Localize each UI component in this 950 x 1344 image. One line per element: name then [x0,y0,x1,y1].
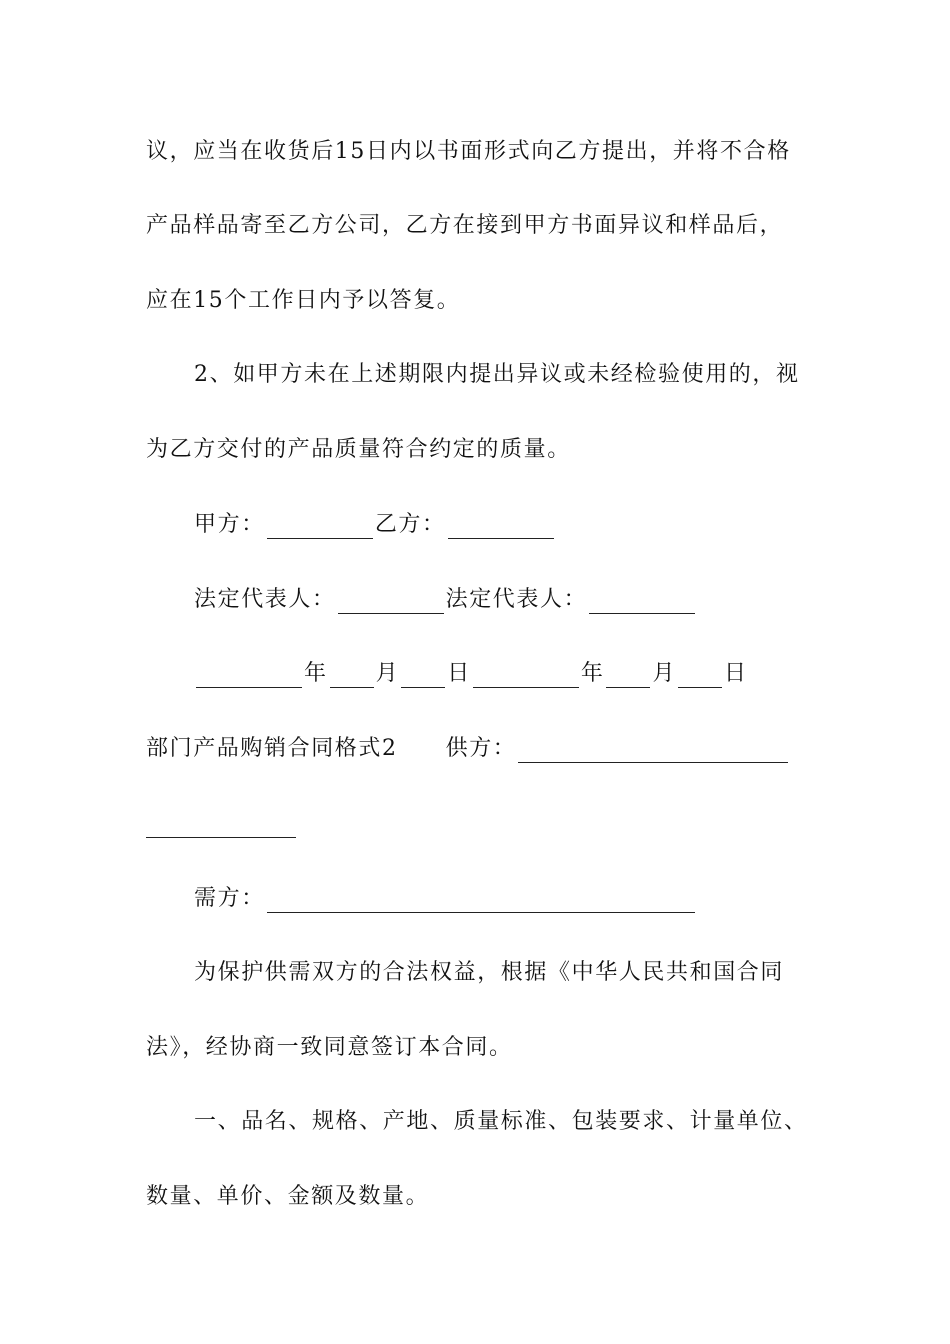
paragraph-line: 为乙方交付的产品质量符合约定的质量。 [146,437,571,462]
party-a-label: 甲方： [194,512,265,537]
paragraph-line: 应在15个工作日内予以答复。 [146,288,461,313]
paragraph-line: 2、如甲方未在上述期限内提出异议或未经检验使用的，视 [194,362,800,387]
year-label: 年 [580,661,605,686]
signature-parties-row [194,505,874,545]
party-b-label: 乙方： [374,512,446,537]
buyer-row [194,879,874,919]
section-heading: 一、品名、规格、产地、质量标准、包装要求、计量单位、 [194,1109,808,1134]
month-label: 月 [652,661,677,686]
supplier-blank [518,736,788,763]
day-label: 日 [447,661,471,686]
paragraph-line: 议，应当在收货后15日内以书面形式向乙方提出，并将不合格 [146,139,791,164]
supplier-blank-continued [146,811,296,838]
paragraph-line: 法》，经协商一致同意签订本合同。 [146,1035,513,1060]
legal-rep-a-blank [338,587,444,614]
supplier-label: 供方： [445,736,517,761]
legal-rep-a-label: 法定代表人： [194,587,336,612]
party-a-blank [267,512,373,539]
contract-title-row [146,729,826,769]
month-blank [606,661,650,688]
date-row [194,654,874,694]
year-blank [196,661,302,688]
month-blank [330,661,374,688]
day-blank [401,661,445,688]
year-label: 年 [304,661,328,686]
day-blank [678,661,722,688]
legal-rep-b-label: 法定代表人： [445,587,588,612]
month-label: 月 [375,661,400,686]
year-blank [473,661,579,688]
paragraph-line: 数量、单价、金额及数量。 [146,1184,430,1209]
buyer-blank [267,886,695,913]
supplier-blank-continued-row [146,804,826,844]
paragraph-line: 产品样品寄至乙方公司，乙方在接到甲方书面异议和样品后， [146,213,784,238]
paragraph-line: 为保护供需双方的合法权益，根据《中华人民共和国合同 [194,960,785,985]
contract-title: 部门产品购销合同格式2 [146,736,398,761]
day-label: 日 [724,661,748,686]
legal-rep-b-blank [589,587,695,614]
buyer-label: 需方： [194,886,265,911]
legal-rep-row [194,580,874,620]
party-b-blank [448,512,554,539]
